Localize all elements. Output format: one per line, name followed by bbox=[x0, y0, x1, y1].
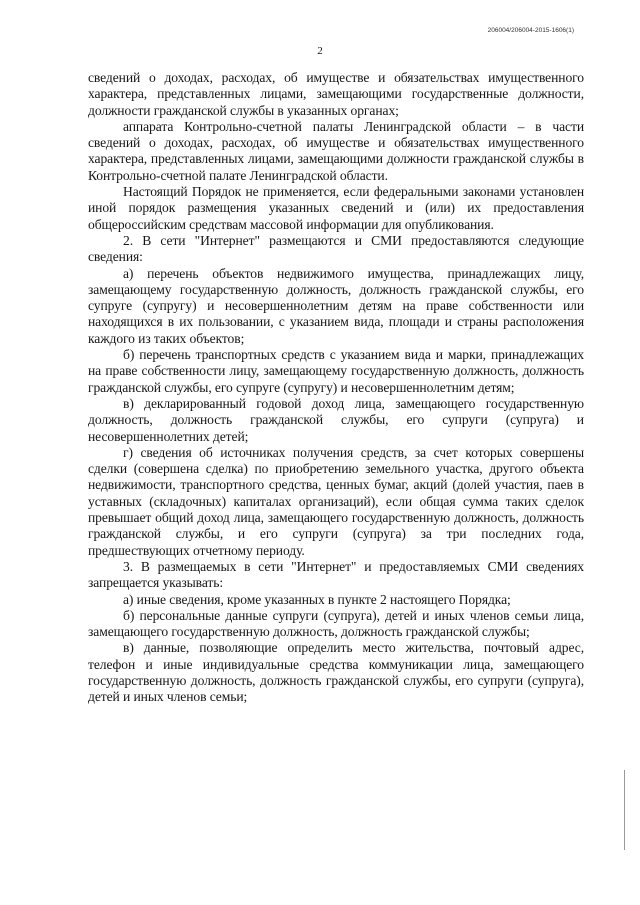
document-body bbox=[88, 70, 584, 706]
document-id: 206004/206004-2015-1606(1) bbox=[487, 27, 574, 34]
item-3b: б) персональные данные супруги (супруга), детей и иных членов семьи лица, замещающего государственную должность, должность гражданской службы; bbox=[88, 607, 584, 640]
item-2b: б) перечень транспортных средств с указанием вида и марки, принадлежащих на праве собственности лицу, замещающему государственную должность, должность гражданской службы, его супруге (супругу) и несовершеннолетним детям; bbox=[88, 347, 584, 395]
item-2g: г) сведения об источниках получения средств, за счет которых совершены сделки (совершена сделка) по приобретению земельного участка, другого объекта недвижимости, транспортного средства, ценных бумаг, акций (долей участия, паев в уставных (складочных) капиталах организаций), если общая сумма таких сделок превышает общий доход лица, замещающего государственную должность, должность гражданской службы, и его супруги (супруга) за три последних года, предшествующих отчетному периоду. bbox=[88, 444, 584, 558]
paragraph-continuation: сведений о доходах, расходах, об имуществе и обязательствах имущественного характера, представленных лицами, замещающими государственные должности, должности гражданской службы в указанных органах; bbox=[88, 70, 584, 118]
item-2a: а) перечень объектов недвижимого имущества, принадлежащих лицу, замещающему государственную должность, должность гражданской службы, его супруге (супругу) и несовершеннолетним детям на праве собственности или находящихся в их пользовании, с указанием вида, площади и страны расположения каждого из таких объектов; bbox=[88, 265, 584, 346]
page-number: 2 bbox=[317, 45, 323, 57]
item-3v: в) данные, позволяющие определить место жительства, почтовый адрес, телефон и иные индивидуальные средства коммуникации лица, замещающего государственную должность, должность гражданской службы, его супруги (супруга), детей и иных членов семьи; bbox=[88, 640, 584, 705]
paragraph-audit-chamber: аппарата Контрольно-счетной палаты Ленинградской области – в части сведений о доходах, расходах, об имуществе и обязательствах имущественного характера, представленных лицами, замещающими должности гражданской службы в Контрольно-счетной палате Ленинградской области. bbox=[88, 118, 584, 183]
section-3-heading: 3. В размещаемых в сети "Интернет" и предоставляемых СМИ сведениях запрещается указывать: bbox=[88, 558, 584, 591]
item-2v: в) декларированный годовой доход лица, замещающего государственную должность, должность гражданской службы, его супруги (супруга) и несовершеннолетних детей; bbox=[88, 395, 584, 444]
item-3a: а) иные сведения, кроме указанных в пункте 2 настоящего Порядка; bbox=[123, 591, 511, 607]
section-2-heading: 2. В сети "Интернет" размещаются и СМИ предоставляются следующие сведения: bbox=[88, 232, 584, 265]
scan-margin-line bbox=[624, 770, 625, 850]
paragraph-exception: Настоящий Порядок не применяется, если федеральными законами установлен иной порядок размещения указанных сведений и (или) их предоставления общероссийским средствам массовой информации для опубликования. bbox=[88, 184, 584, 232]
